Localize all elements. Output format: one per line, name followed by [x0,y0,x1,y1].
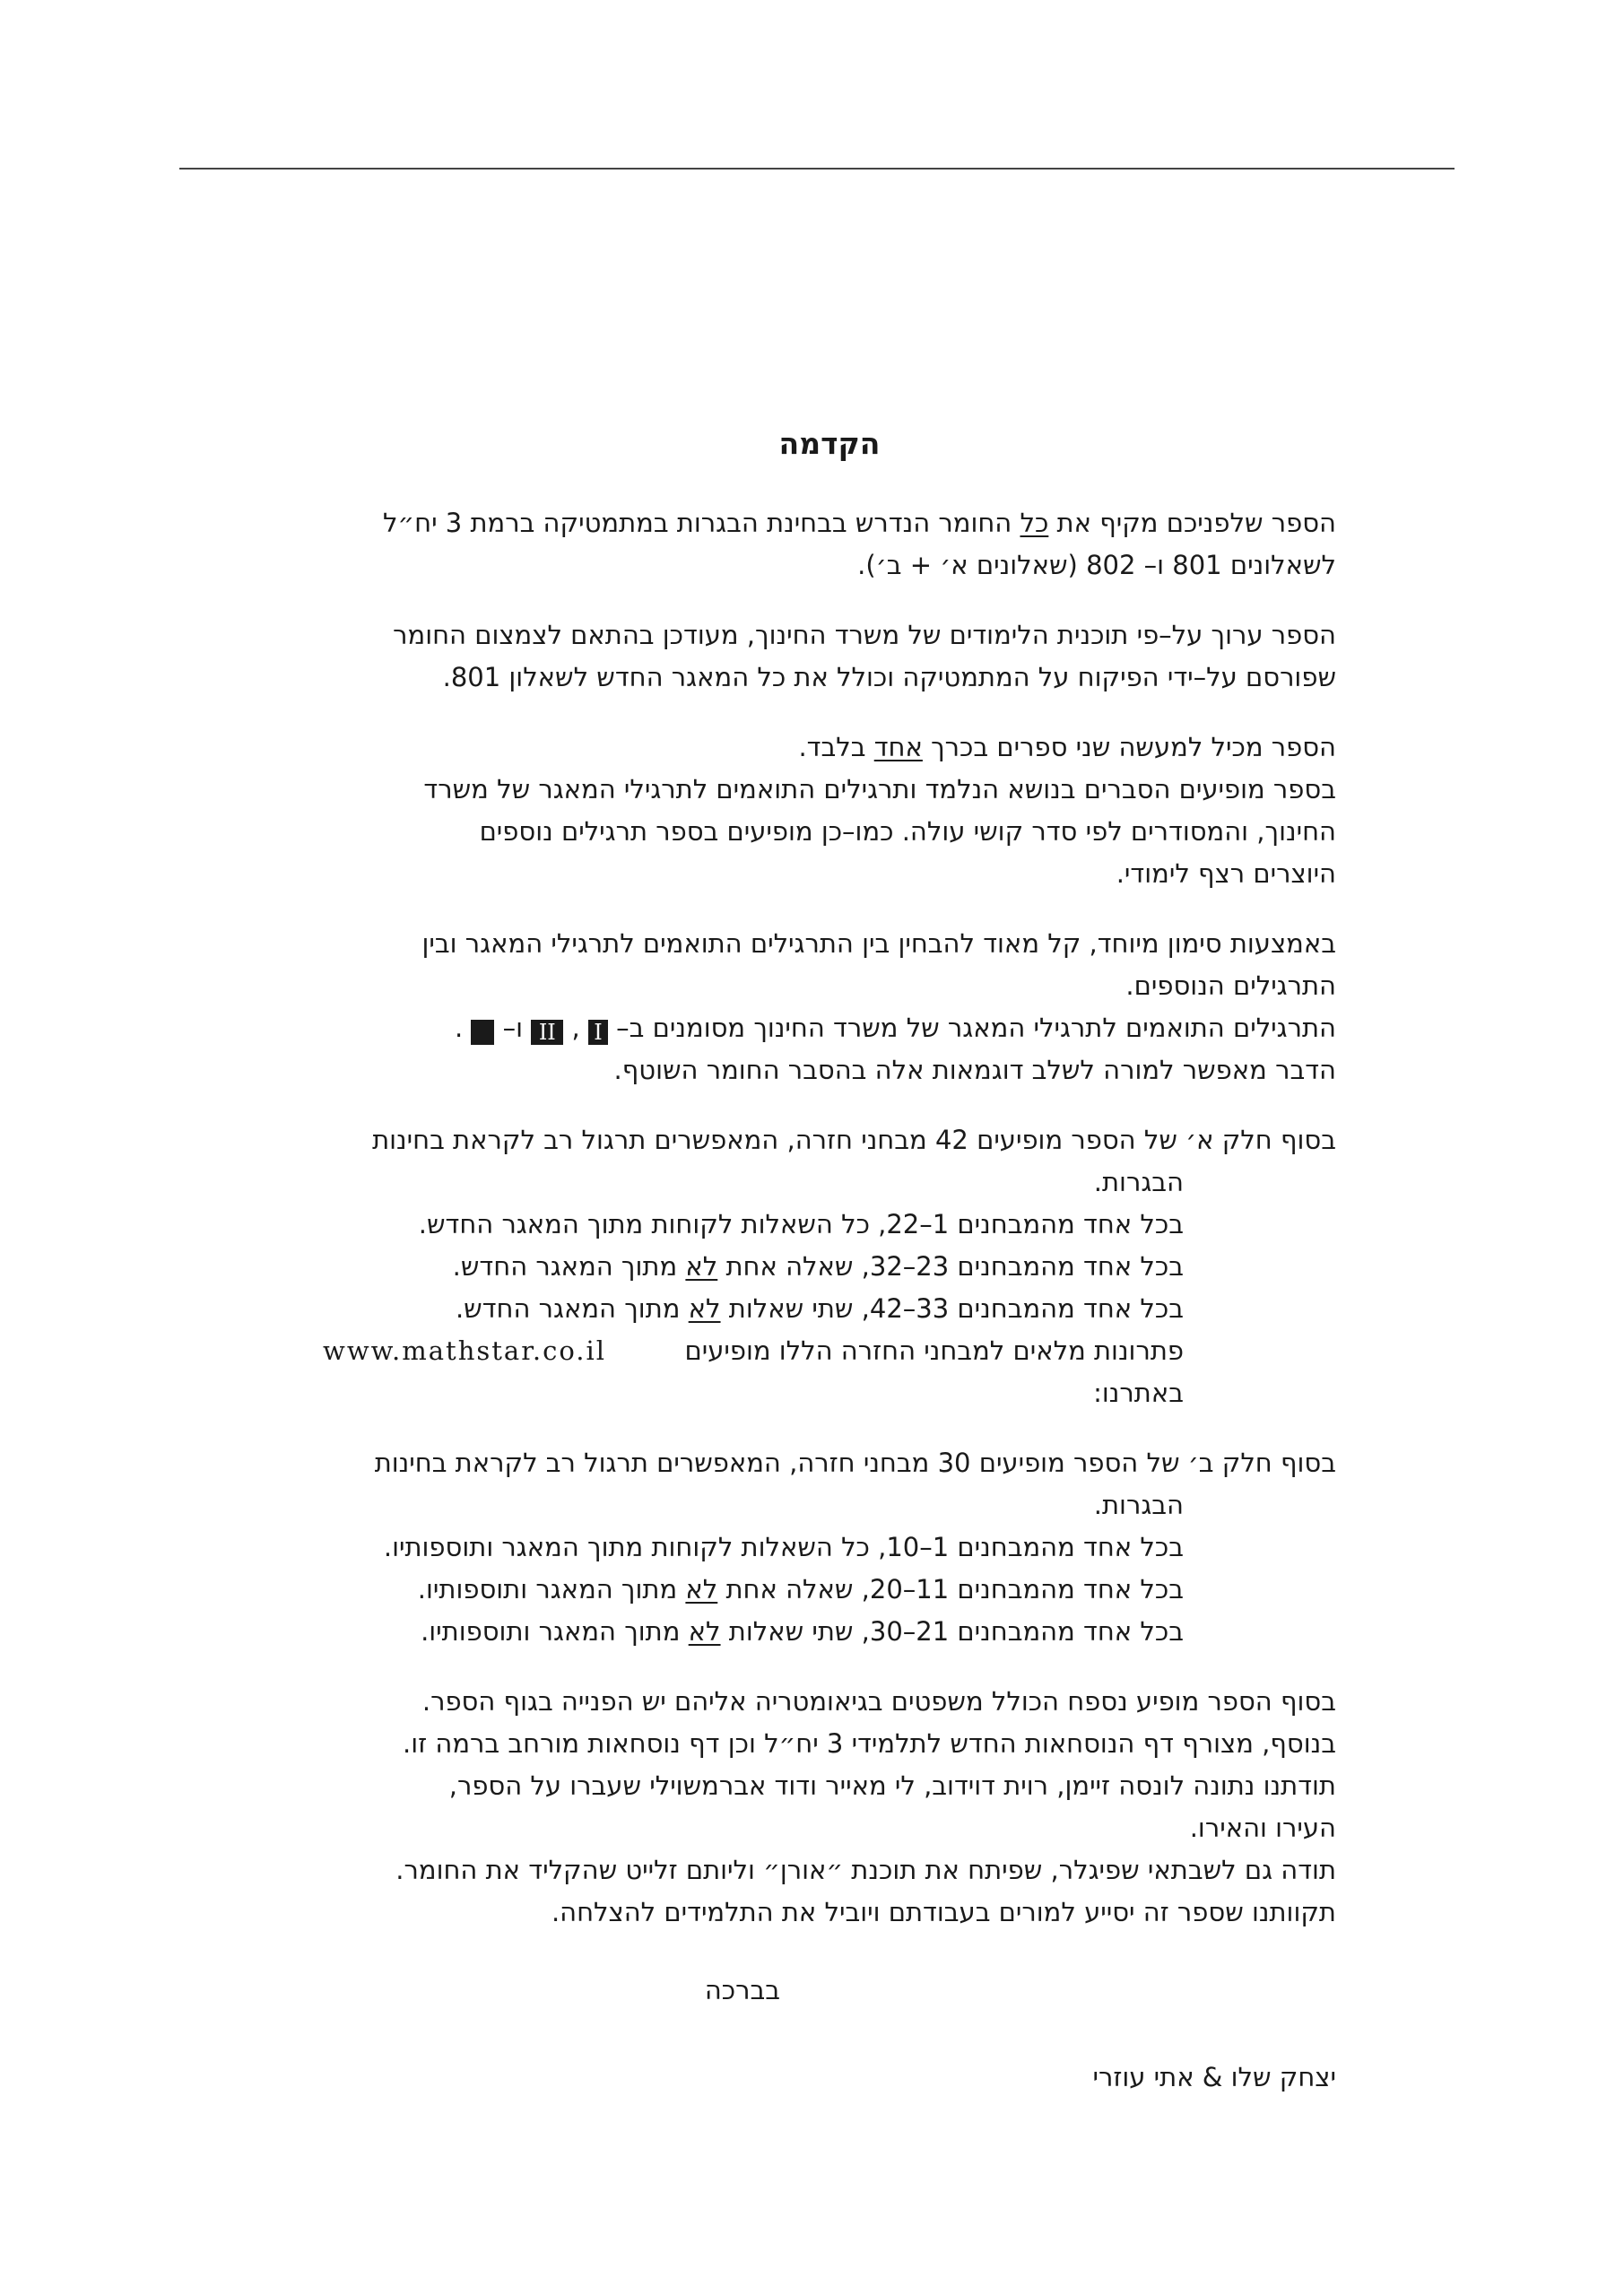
paragraph-2-line-2: שפורסם על–ידי הפיקוח על המתמטיקה וכולל את כל המאגר החדש לשאלון 801. [442,662,1336,692]
paragraph-7-line-1: בסוף הספר מופיע נספח הכולל משפטים בגיאומטריה אליהם יש הפנייה בגוף הספר. [421,1686,1336,1717]
greeting-row [475,1970,1336,2012]
emphasis-not: לא [688,1616,721,1647]
paragraph-7-line-5: תודה גם לשבתאי שפיגלר, שפיתח את תוכנת ״אורן״ וליותם זלייט שהקליד את החומר. [395,1855,1336,1885]
paragraph-5-line-3: בכל אחד מהמבחנים 1–22, כל השאלות לקוחות מתוך המאגר החדש. [418,1209,1184,1239]
page-title: הקדמה [778,426,881,461]
paragraph-6-line-4: בכל אחד מהמבחנים 11–20, שאלה אחת לא מתוך המאגר ותוספותיו. [417,1574,1184,1605]
solutions-website-row [323,1330,1336,1414]
paragraph-5-line-2: הבגרות. [1093,1167,1184,1197]
paragraph-6-line-3: בכל אחד מהמבחנים 1–10, כל השאלות לקוחות מתוך המאגר ותוספותיו. [383,1532,1184,1562]
paragraph-3-line-4: היוצרים רצף לימודי. [1116,858,1336,889]
preface-content [323,422,1336,2099]
paragraph-3-line-3: החינוך, והמסודרים לפי סדר קושי עולה. כמו–כן מופיעים בספר תרגילים נוספים [479,816,1336,847]
paragraph-6-line-1: בסוף חלק ב׳ של הספר מופיעים 30 מבחני חזרה, המאפשרים תרגול רב לקראת בחינות [374,1448,1336,1478]
emphasis-not: לא [685,1574,718,1605]
paragraph-5-line-5: בכל אחד מהמבחנים 33–42, שתי שאלות לא מתוך המאגר החדש. [455,1293,1184,1324]
mark-i-icon: I [588,1020,608,1045]
paragraph-6-line-5: בכל אחד מהמבחנים 21–30, שתי שאלות לא מתוך המאגר ותוספותיו. [421,1616,1184,1647]
paragraph-3-line-1: הספר מכיל למעשה שני ספרים בכרך אחד בלבד. [798,732,1336,762]
solutions-note: פתרונות מלאים למבחני החזרה הללו מופיעים באתרנו: [684,1335,1184,1408]
emphasis-all: כל [1020,508,1049,538]
signoff [323,1970,1336,2099]
paragraph-5 [323,1119,1336,1414]
paragraph-1 [323,502,1336,587]
greeting: בברכה [704,1975,780,2005]
paragraph-4-line-1: באמצעות סימון מיוחד, קל מאוד להבחין בין התרגילים התואמים לתרגילי המאגר ובין [421,928,1336,959]
paragraph-6-line-2: הבגרות. [1093,1490,1184,1520]
paragraph-2 [323,614,1336,699]
paragraph-4-line-2: התרגילים הנוספים. [1125,970,1336,1001]
paragraph-7-line-6: תקוותנו שספר זה יסייע למורים בעבודתם ויוביל את התלמידים להצלחה. [551,1897,1336,1927]
emphasis-not: לא [688,1293,721,1324]
paragraph-1-line-1: הספר שלפניכם מקיף את כל החומר הנדרש בבחינת הבגרות במתמטיקה ברמת 3 יח״ל [382,508,1336,538]
paragraph-1-line-2: לשאלונים 801 ו– 802 (שאלונים א׳ + ב׳). [857,550,1336,580]
paragraph-4-line-3: התרגילים התואמים לתרגילי המאגר של משרד החינוך מסומנים ב– I , II ו– . [455,1013,1336,1045]
paragraph-5-line-4: בכל אחד מהמבחנים 23–32, שאלה אחת לא מתוך המאגר החדש. [452,1251,1184,1282]
website-link[interactable]: www.mathstar.co.il [323,1335,607,1366]
paragraph-6 [323,1442,1336,1653]
paragraph-2-line-1: הספר ערוך על–פי תוכנית הלימודים של משרד החינוך, מעודכן בהתאם לצמצום החומר [393,620,1336,650]
paragraph-7-line-2: בנוסף, מצורף דף הנוסחאות החדש לתלמידי 3 יח״ל וכן דף נוסחאות מורחב ברמה זו. [403,1728,1336,1759]
paragraph-7-line-3: תודתנו נתונה לונסה זיימן, רוית דוידוב, לי מאייר ודוד אברמשוילי שעברו על הספר, [448,1770,1336,1801]
emphasis-one: אחד [873,732,923,762]
paragraph-5-line-1: בסוף חלק א׳ של הספר מופיעים 42 מבחני חזרה, המאפשרים תרגול רב לקראת בחינות [372,1125,1336,1155]
paragraph-7-line-4: העירו והאירו. [1189,1813,1336,1843]
paragraph-7 [323,1681,1336,1934]
paragraph-4 [323,923,1336,1091]
authors: יצחק שלו & אתי עוזרי [1092,2062,1336,2092]
emphasis-not: לא [685,1251,718,1282]
black-square-icon [471,1020,494,1045]
top-rule [179,168,1455,170]
mark-ii-icon: II [531,1020,563,1045]
paragraph-3-line-2: בספר מופיעים הסברים בנושא הנלמד ותרגילים התואמים לתרגילי המאגר של משרד [423,774,1336,804]
paragraph-4-line-4: הדבר מאפשר למורה לשלב דוגמאות אלה בהסבר החומר השוטף. [613,1055,1336,1085]
paragraph-3 [323,726,1336,895]
